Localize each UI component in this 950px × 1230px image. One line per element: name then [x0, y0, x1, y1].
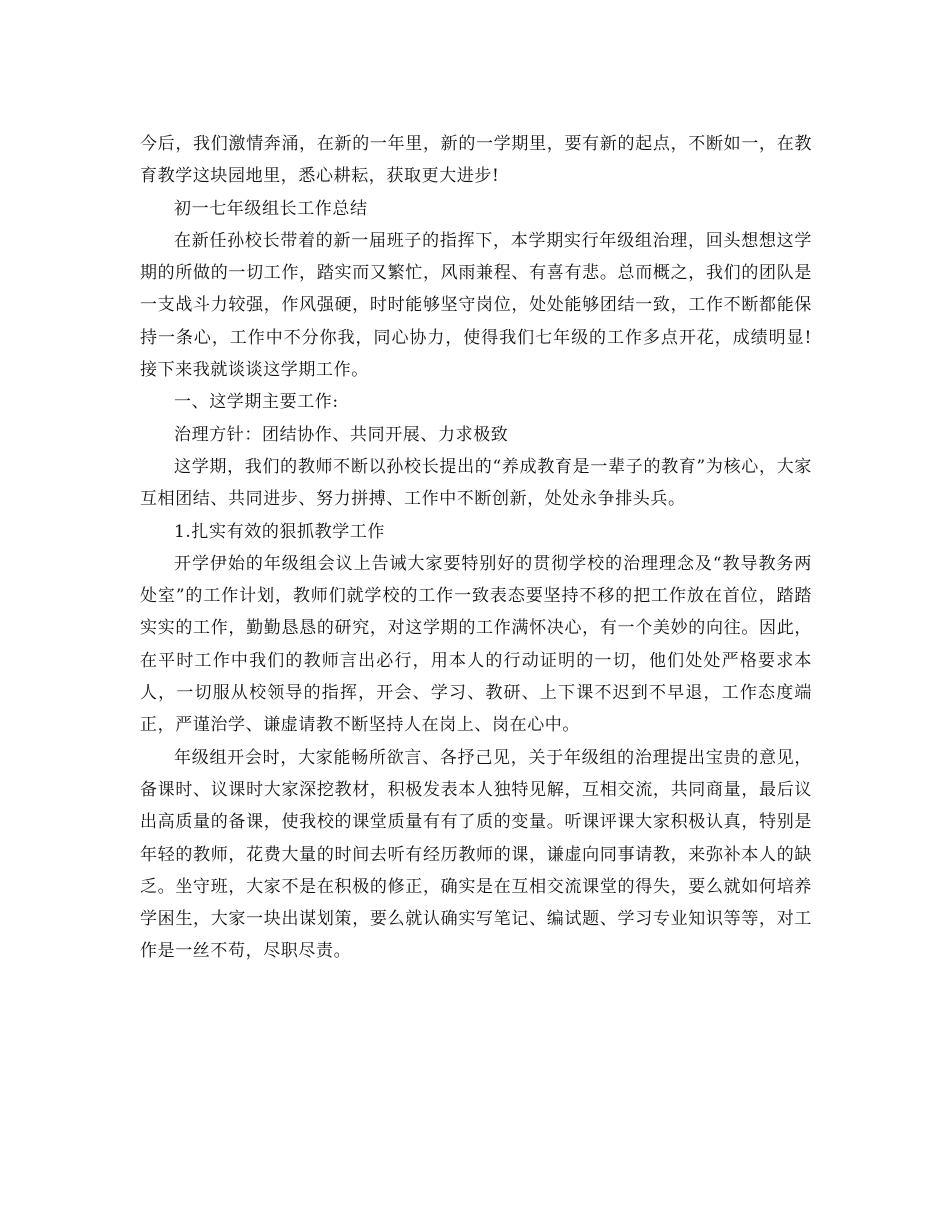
paragraph-meetings: 年级组开会时，大家能畅所欲言、各抒己见，关于年级组的治理提出宝贵的意见，备课时、议课时大家深挖教材，积极发表本人独特见解，互相交流，共同商量，最后议出高质量的备课，使我校的课堂质量有有了质的变量。听课评课大家积极认真，特别是年轻的教师，花费大量的时间去听有经历教师的课，谦虚向同事请教，来弥补本人的缺乏。坐守班，大家不是在积极的修正，确实是在互相交流课堂的得失，要么就如何培养学困生，大家一块出谋划策，要么就认确实写笔记、编试题、学习专业知识等等，对工作是一丝不苟，尽职尽责。 [140, 747, 812, 962]
paragraph-policy: 治理方针：团结协作、共同开展、力求极致 [174, 424, 509, 445]
paragraph-intro: 在新任孙校长带着的新一届班子的指挥下，本学期实行年级组治理，回头想想这学期的所做的一切工作，踏实而又繁忙，风雨兼程、有喜有悲。总而概之，我们的团队是一支战斗力较强，作风强硬，时时能够坚守岗位，处处能够团结一致，工作不断都能保持一条心，工作中不分你我，同心协力，使得我们七年级的工作多点开花，成绩明显!接下来我就谈谈这学期工作。 [140, 230, 812, 381]
paragraph-core: 这学期，我们的教师不断以孙校长提出的“养成教育是一辈子的教育”为核心，大家互相团结、共同进步、努力拼搏、工作中不断创新，处处永争排头兵。 [140, 456, 812, 510]
paragraph-teaching: 开学伊始的年级组会议上告诫大家要特别好的贯彻学校的治理理念及“教导教务两处室”的工作计划，教师们就学校的工作一致表态要坚持不移的把工作放在首位，踏踏实实的工作，勤勤恳恳的研究，对这学期的工作满怀决心，有一个美妙的向往。因此，在平时工作中我们的教师言出必行，用本人的行动证明的一切，他们处处严格要求本人，一切服从校领导的指挥，开会、学习、教研、上下课不迟到不早退，工作态度端正，严谨治学、谦虚请教不断坚持人在岗上、岗在心中。 [140, 553, 812, 736]
heading-main-work: 一、这学期主要工作: [174, 392, 339, 413]
document-body [140, 128, 812, 968]
section-title: 初一七年级组长工作总结 [174, 198, 368, 219]
paragraph-closing: 今后，我们激情奔涌，在新的一年里，新的一学期里，要有新的起点，不断如一，在教育教学这块园地里，悉心耕耘，获取更大进步! [140, 134, 812, 187]
heading-teaching-work: 1.扎实有效的狠抓教学工作 [174, 521, 386, 542]
